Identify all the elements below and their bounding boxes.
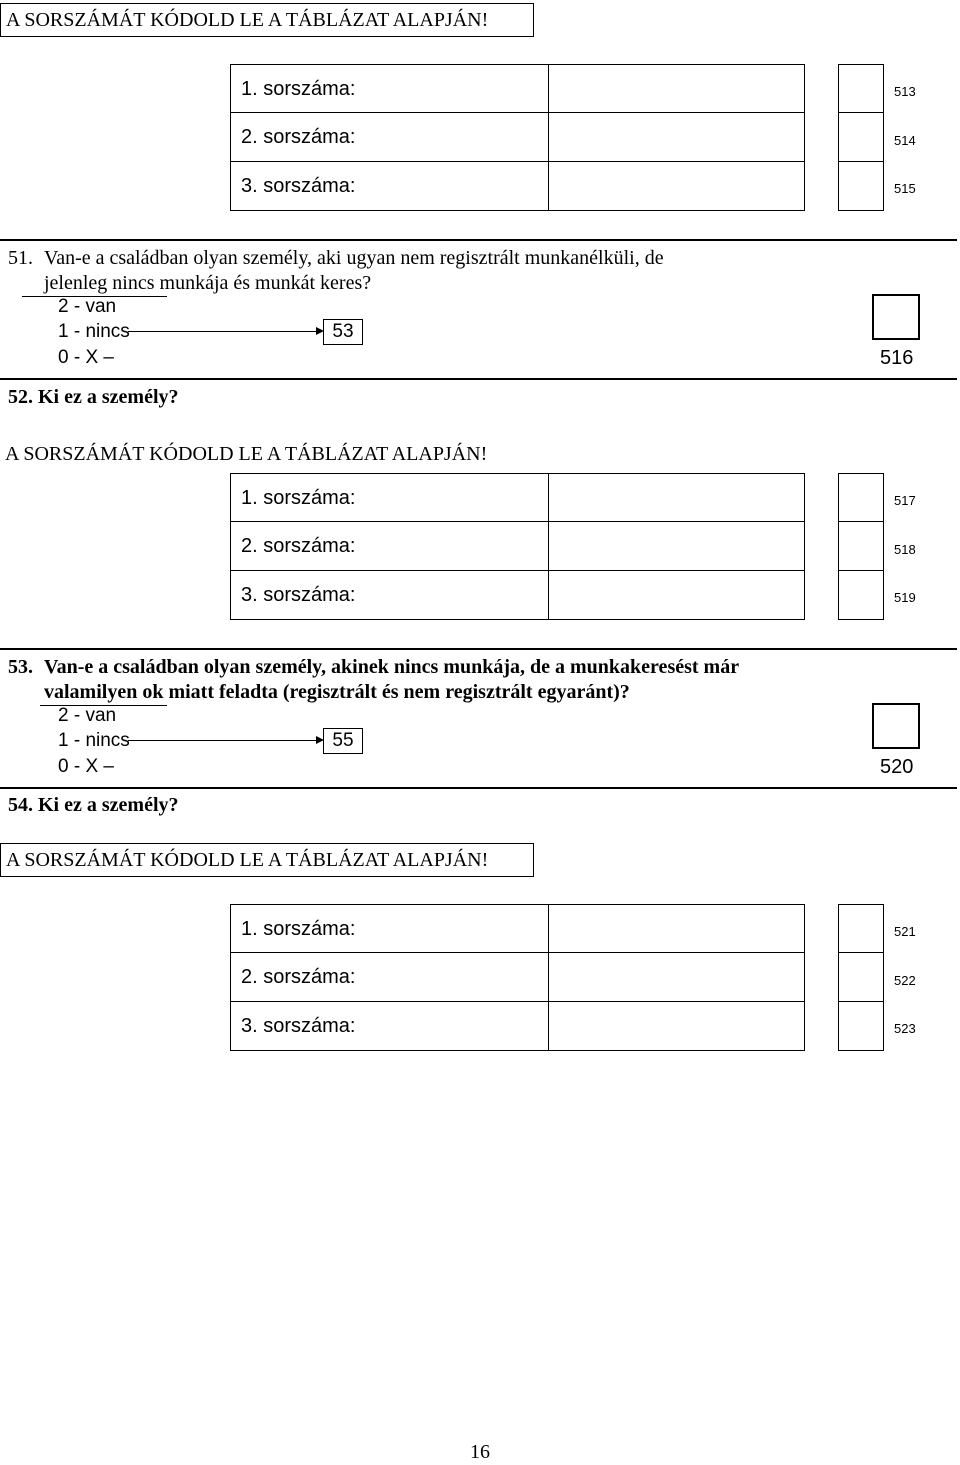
table-row — [230, 1002, 805, 1051]
row-label: 1. sorszáma: — [241, 487, 356, 509]
question-text: Van-e a családban olyan személy, aki ugyan nem regisztrált munkanélküli, de — [44, 247, 664, 269]
answer-box[interactable] — [872, 294, 920, 340]
code-entry-box[interactable] — [838, 522, 884, 571]
option-label: 2 - van — [58, 296, 117, 317]
table-row — [230, 571, 805, 620]
field-code: 513 — [894, 84, 916, 99]
field-code: 522 — [894, 973, 916, 988]
skip-target-box: 53 — [323, 319, 363, 345]
code-entry-box[interactable] — [838, 571, 884, 620]
row-label: 1. sorszáma: — [241, 78, 356, 100]
table-row — [230, 953, 805, 1002]
code-table — [230, 473, 805, 620]
field-code: 517 — [894, 493, 916, 508]
skip-arrow — [128, 740, 322, 741]
option-label: 1 - nincs — [58, 321, 130, 342]
row-label: 2. sorszáma: — [241, 126, 356, 148]
row-label: 3. sorszáma: — [241, 175, 356, 197]
table-row — [230, 64, 805, 113]
entry-field[interactable] — [548, 113, 804, 161]
table-row — [230, 473, 805, 522]
section-divider — [0, 787, 957, 789]
entry-field[interactable] — [548, 905, 804, 952]
page-number: 16 — [470, 1441, 490, 1463]
question-text: 54. Ki ez a személy? — [8, 794, 179, 816]
entry-field[interactable] — [548, 162, 804, 210]
field-code: 518 — [894, 542, 916, 557]
code-table — [230, 64, 805, 211]
question-text: Van-e a családban olyan személy, akinek nincs munkája, de a munkakeresést már — [44, 656, 740, 678]
instruction-text: A SORSZÁMÁT KÓDOLD LE A TÁBLÁZAT ALAPJÁN! — [5, 443, 488, 465]
table-row — [230, 522, 805, 571]
code-entry-box[interactable] — [838, 64, 884, 113]
instruction-text: A SORSZÁMÁT KÓDOLD LE A TÁBLÁZAT ALAPJÁN! — [6, 849, 489, 871]
skip-target-box: 55 — [323, 728, 363, 754]
question-text: valamilyen ok miatt feladta (regisztrált és nem regisztrált egyaránt)? — [44, 681, 630, 703]
row-label: 1. sorszáma: — [241, 918, 356, 940]
field-code: 521 — [894, 924, 916, 939]
section-divider — [0, 648, 957, 650]
option-label: 1 - nincs — [58, 730, 130, 751]
field-code: 519 — [894, 590, 916, 605]
option-label: 0 - X – — [58, 756, 114, 777]
section-divider — [0, 239, 957, 241]
row-label: 3. sorszáma: — [241, 1015, 356, 1037]
instruction-text: A SORSZÁMÁT KÓDOLD LE A TÁBLÁZAT ALAPJÁN! — [6, 9, 489, 31]
row-label: 2. sorszáma: — [241, 535, 356, 557]
question-text: jelenleg nincs munkája és munkát keres? — [44, 272, 372, 294]
table-row — [230, 904, 805, 953]
answer-box[interactable] — [872, 703, 920, 749]
entry-field[interactable] — [548, 1002, 804, 1050]
field-code: 523 — [894, 1021, 916, 1036]
code-table — [230, 904, 805, 1051]
table-row — [230, 113, 805, 162]
field-code: 514 — [894, 133, 916, 148]
row-label: 3. sorszáma: — [241, 584, 356, 606]
answer-code: 520 — [880, 756, 914, 778]
answer-code: 516 — [880, 347, 914, 369]
question-number: 53. — [8, 656, 33, 678]
question-number: 51. — [8, 247, 33, 269]
entry-field[interactable] — [548, 571, 804, 619]
option-label: 2 - van — [58, 705, 117, 726]
skip-arrow — [128, 331, 322, 332]
section-divider — [0, 378, 957, 380]
code-entry-box[interactable] — [838, 162, 884, 211]
entry-field[interactable] — [548, 474, 804, 521]
code-entry-box[interactable] — [838, 953, 884, 1002]
code-entry-box[interactable] — [838, 1002, 884, 1051]
entry-field[interactable] — [548, 522, 804, 570]
table-row — [230, 162, 805, 211]
code-entry-box[interactable] — [838, 904, 884, 953]
code-entry-box[interactable] — [838, 113, 884, 162]
instruction-box — [0, 3, 534, 37]
question-text: 52. Ki ez a személy? — [8, 386, 179, 408]
row-label: 2. sorszáma: — [241, 966, 356, 988]
entry-field[interactable] — [548, 953, 804, 1001]
option-label: 0 - X – — [58, 347, 114, 368]
code-entry-box[interactable] — [838, 473, 884, 522]
field-code: 515 — [894, 181, 916, 196]
entry-field[interactable] — [548, 65, 804, 112]
instruction-box — [0, 843, 534, 877]
